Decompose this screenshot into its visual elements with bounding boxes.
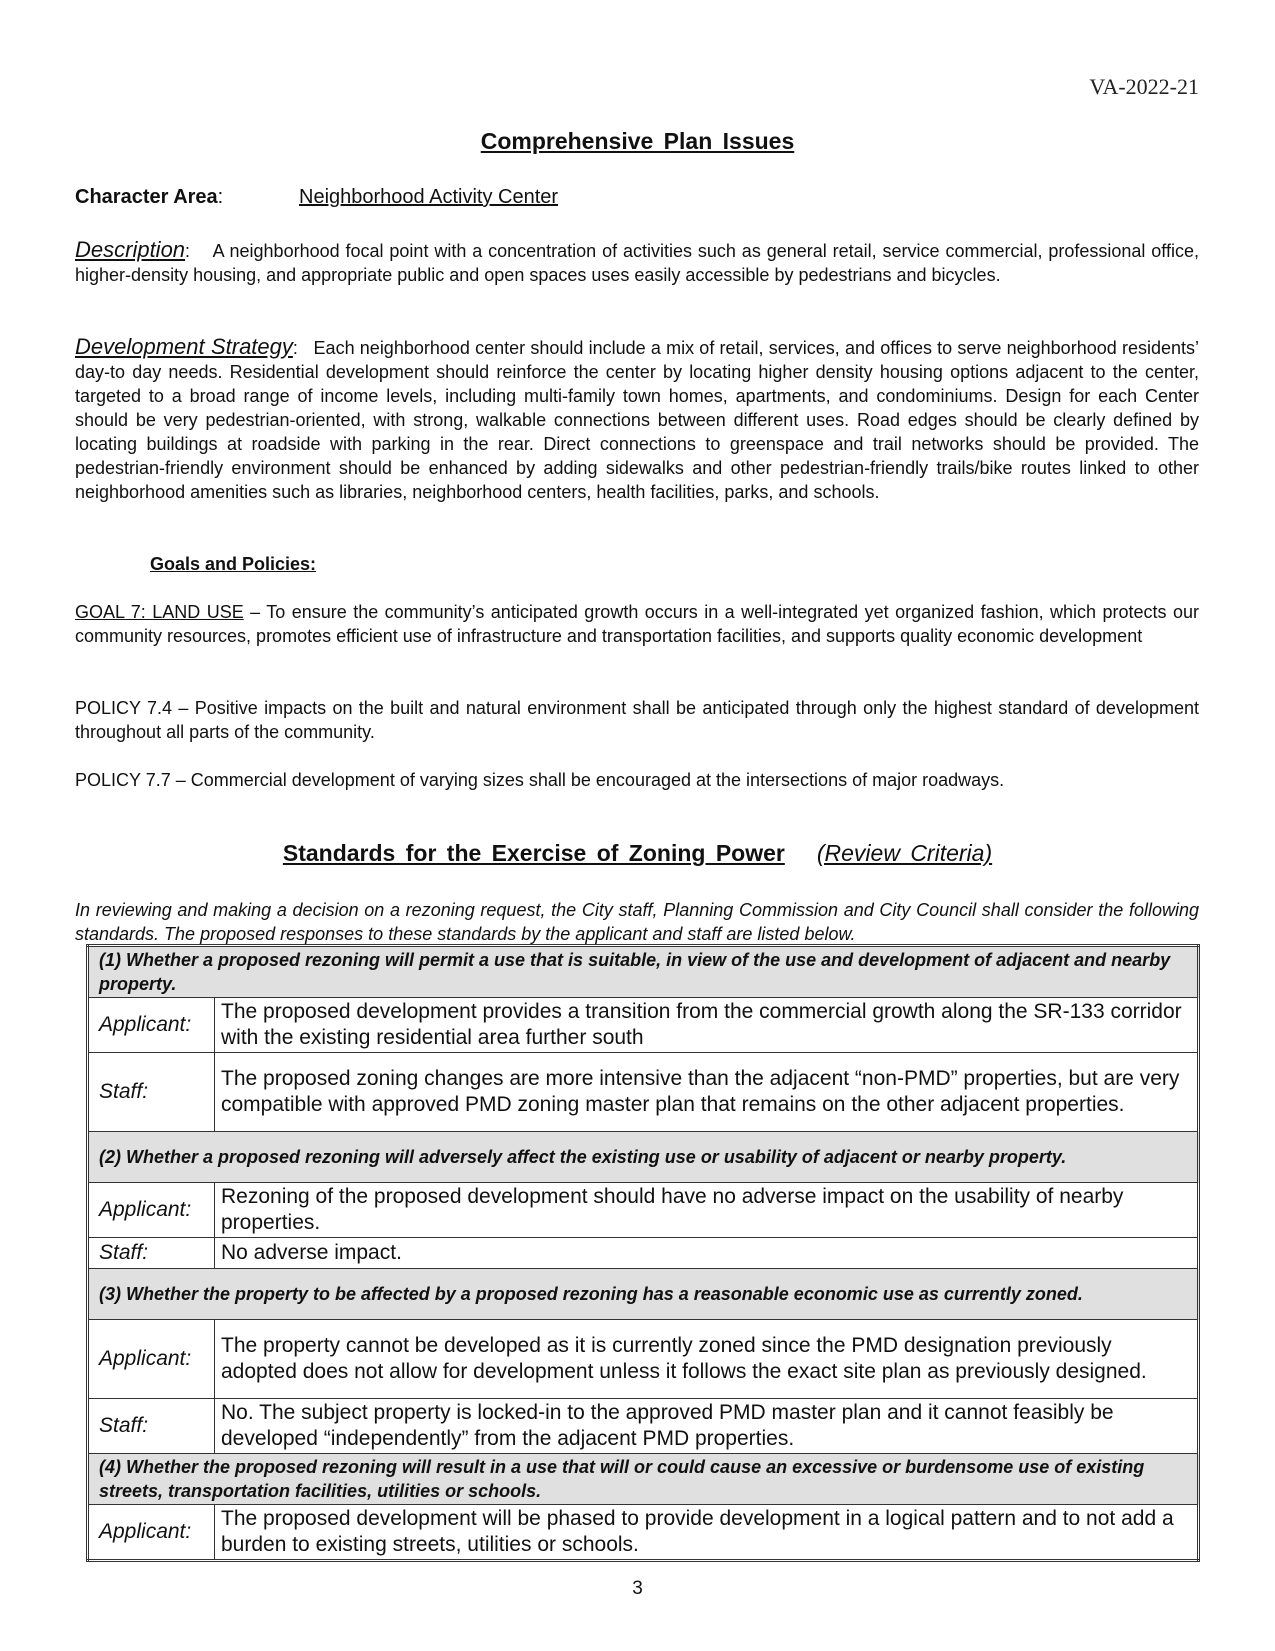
description-label: Description: [75, 237, 186, 262]
description-text: A neighborhood focal point with a concentration of activities such as general retail, service commercial, professional office, higher-density housing, and appropriate public and open spaces uses easily accessible by pedestrians and bicycles.: [75, 241, 1199, 285]
applicant-label: Applicant:: [88, 1320, 215, 1399]
goals-policies-heading: Goals and Policies:: [150, 554, 317, 574]
applicant-label: Applicant:: [88, 998, 215, 1053]
standards-intro: In reviewing and making a decision on a rezoning request, the City staff, Planning Commission and City Council shall consider the following standards. The proposed responses to these standards by the applicant and staff are listed below.: [75, 900, 1199, 944]
staff-row: [88, 1238, 1199, 1269]
applicant-row: [88, 1505, 1199, 1561]
applicant-row: [88, 998, 1199, 1053]
criterion-2-applicant-response: Rezoning of the proposed development should have no adverse impact on the usability of nearby properties.: [215, 1183, 1199, 1238]
character-area-value: Neighborhood Activity Center: [299, 186, 559, 208]
staff-row: [88, 1399, 1199, 1454]
description-paragraph: Description: A neighborhood focal point with a concentration of activities such as general retail, service commercial, professional office, higher-density housing, and appropriate public and open spaces uses easily accessible by pedestrians and bicycles.: [75, 237, 1199, 285]
comprehensive-plan-heading: Comprehensive Plan Issues: [480, 128, 795, 154]
development-strategy-paragraph: Development Strategy: Each neighborhood center should include a mix of retail, services, and offices to serve neighborhood residents’ day-to day needs. Residential development should reinforce the center by locating higher density housing options adjacent to the center, targeted to a broad range of income levels, including multi-family town homes, apartments, and condominiums. Design for each Center should be very pedestrian-oriented, with strong, walkable connections between different uses. Road edges should be clearly defined by locating buildings at roadside with parking in the rear. Direct connections to greenspace and trail networks should be provided. The pedestrian-friendly environment should be enhanced by adding sidewalks and other pedestrian-friendly trails/bike routes linked to other neighborhood amenities such as libraries, neighborhood centers, health facilities, parks, and schools.: [75, 334, 1199, 502]
standards-subtitle: (Review Criteria): [816, 840, 993, 866]
character-area-label: Character Area: [75, 186, 218, 208]
criterion-3-title: (3) Whether the property to be affected by a proposed rezoning has a reasonable economic use as currently zoned.: [88, 1269, 1199, 1320]
criterion-row: [88, 1454, 1199, 1505]
staff-row: [88, 1053, 1199, 1132]
criterion-2-title: (2) Whether a proposed rezoning will adversely affect the existing use or usability of adjacent or nearby property.: [88, 1132, 1199, 1183]
review-criteria-table: [86, 944, 1200, 1562]
criterion-4-title: (4) Whether the proposed rezoning will result in a use that will or could cause an excessive or burdensome use of existing streets, transportation facilities, utilities or schools.: [88, 1454, 1199, 1505]
criterion-row: [88, 1132, 1199, 1183]
development-strategy-text: Each neighborhood center should include a mix of retail, services, and offices to serve neighborhood residents’ day-to day needs. Residential development should reinforce the center by locating higher density housing options adjacent to the center, targeted to a broad range of income levels, including multi-family town homes, apartments, and condominiums. Design for each Center should be very pedestrian-oriented, with strong, walkable connections between different uses. Road edges should be clearly defined by locating buildings at roadside with parking in the rear. Direct connections to greenspace and trail networks should be provided. The pedestrian-friendly environment should be enhanced by adding sidewalks and other pedestrian-friendly trails/bike routes linked to other neighborhood amenities such as libraries, neighborhood centers, health facilities, parks, and schools.: [75, 338, 1199, 502]
applicant-row: [88, 1320, 1199, 1399]
goal-7-paragraph: [75, 600, 1199, 648]
criterion-4-applicant-response: The proposed development will be phased to provide development in a logical pattern and to not add a burden to existing streets, utilities or schools.: [215, 1505, 1199, 1561]
criterion-2-staff-response: No adverse impact.: [215, 1238, 1199, 1269]
criterion-3-applicant-response: The property cannot be developed as it is currently zoned since the PMD designation previously adopted does not allow for development unless it follows the exact site plan as previously designed.: [215, 1320, 1199, 1399]
document-id: VA-2022-21: [1089, 74, 1199, 99]
applicant-row: [88, 1183, 1199, 1238]
page-number: 3: [632, 1578, 643, 1599]
staff-label: Staff:: [88, 1399, 215, 1454]
staff-label: Staff:: [88, 1238, 215, 1269]
applicant-label: Applicant:: [88, 1505, 215, 1561]
goal-7-label: GOAL 7: LAND USE: [75, 602, 244, 622]
goal-7-text: – To ensure the community’s anticipated growth occurs in a well-integrated yet organized fashion, which protects our community resources, promotes efficient use of infrastructure and transportation facilities, and supports quality economic development: [75, 602, 1199, 646]
criterion-row: [88, 1269, 1199, 1320]
standards-title: Standards for the Exercise of Zoning Power: [282, 840, 785, 866]
criterion-3-staff-response: No. The subject property is locked-in to the approved PMD master plan and it cannot feasibly be developed “independently” from the adjacent PMD properties.: [215, 1399, 1199, 1454]
criterion-1-title: (1) Whether a proposed rezoning will permit a use that is suitable, in view of the use and development of adjacent and nearby property.: [88, 946, 1199, 998]
criterion-row: [88, 946, 1199, 998]
staff-label: Staff:: [88, 1053, 215, 1132]
development-strategy-label: Development Strategy: [75, 334, 293, 359]
policy-7-7: POLICY 7.7 – Commercial development of varying sizes shall be encouraged at the intersections of major roadways.: [75, 770, 1005, 790]
criterion-1-staff-response: The proposed zoning changes are more intensive than the adjacent “non-PMD” properties, but are very compatible with approved PMD zoning master plan that remains on the other adjacent properties.: [215, 1053, 1199, 1132]
policy-7-4: POLICY 7.4 – Positive impacts on the built and natural environment shall be anticipated through only the highest standard of development throughout all parts of the community.: [75, 698, 1199, 742]
standards-heading: [0, 840, 1275, 867]
criterion-1-applicant-response: The proposed development provides a transition from the commercial growth along the SR-133 corridor with the existing residential area further south: [215, 998, 1199, 1053]
applicant-label: Applicant:: [88, 1183, 215, 1238]
character-area: Character Area: Neighborhood Activity Center: [75, 186, 559, 208]
